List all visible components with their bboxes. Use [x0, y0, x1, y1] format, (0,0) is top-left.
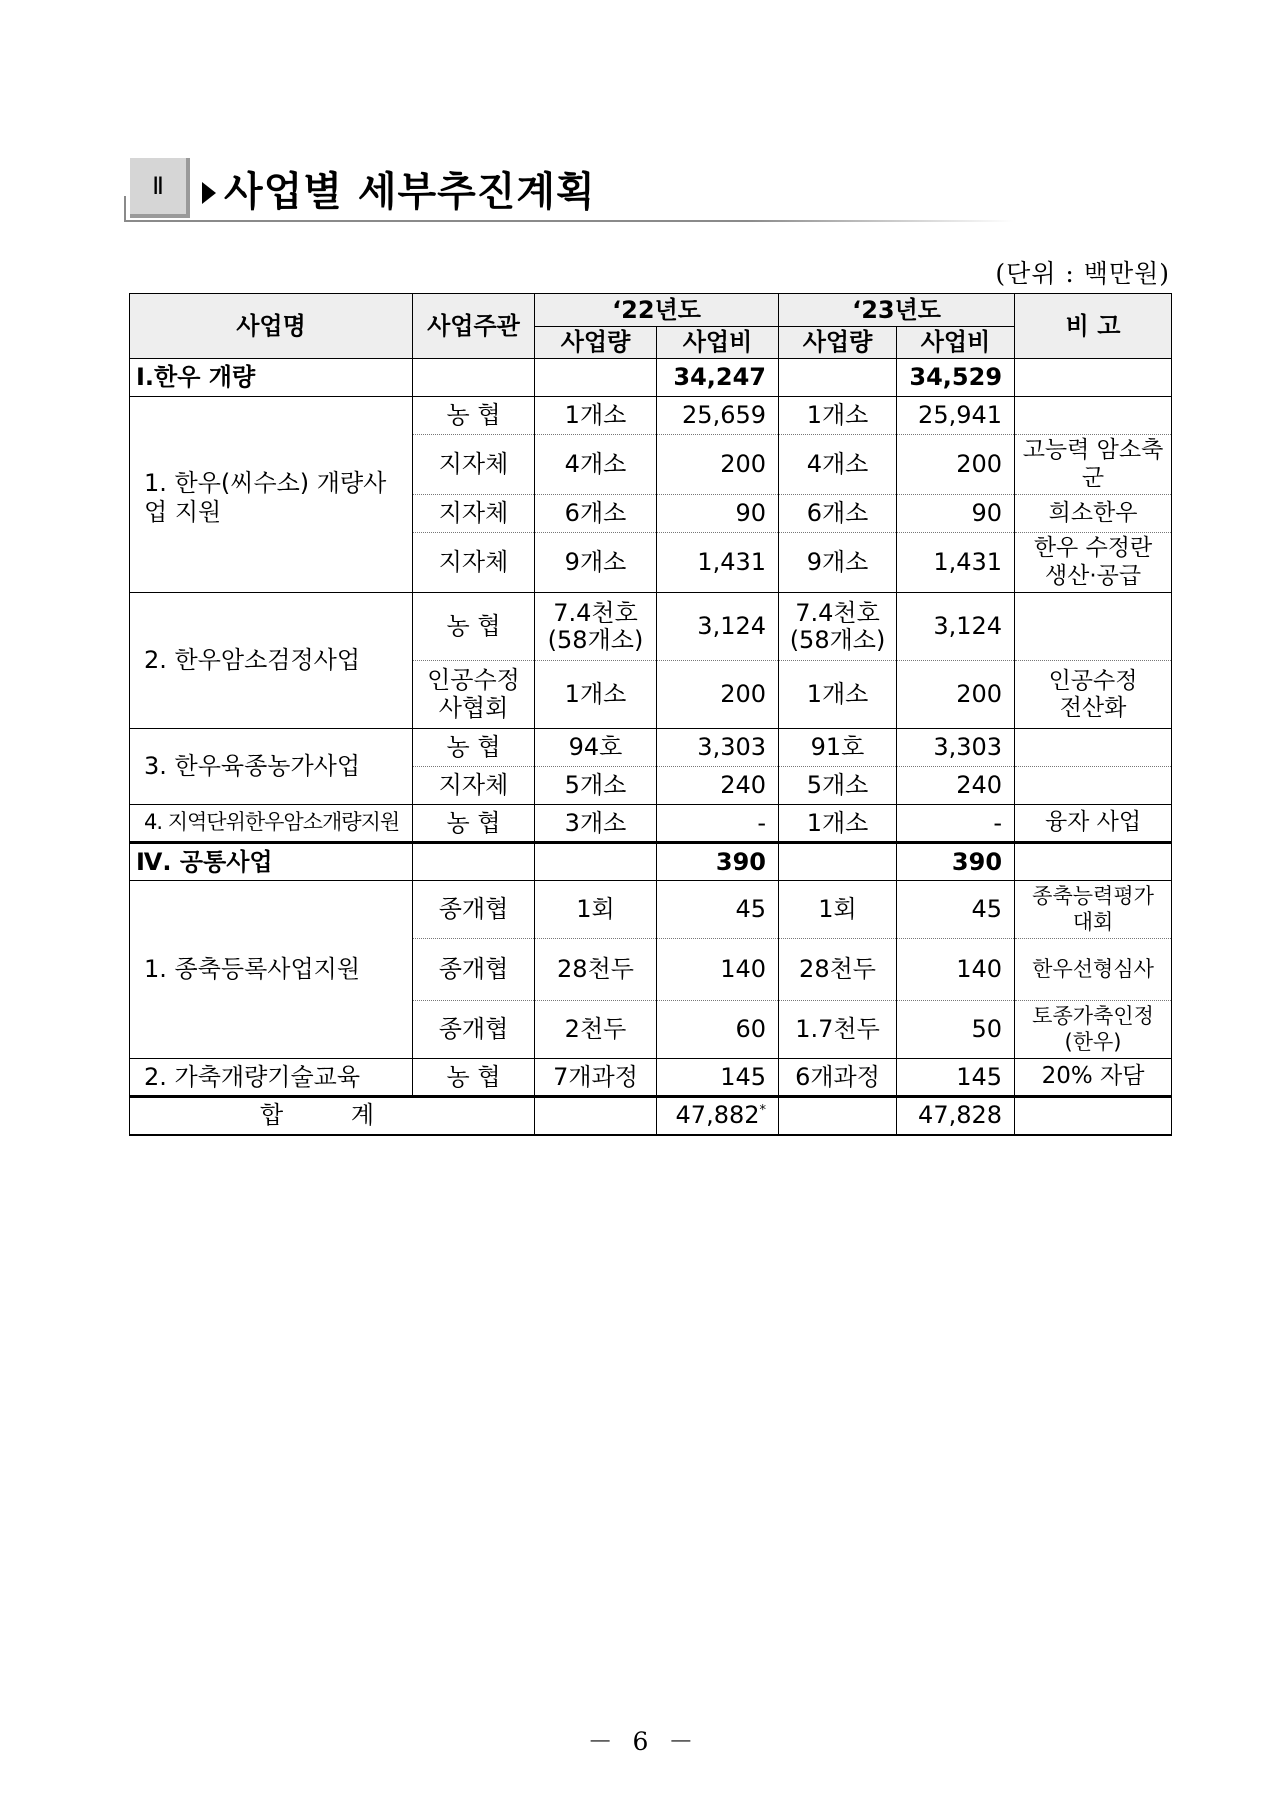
note-line-1: 인공수정 [1048, 668, 1138, 695]
header-qty22: 사업량 [535, 327, 657, 359]
table-row [130, 881, 1172, 939]
item-name: 4. 지역단위한우암소개량지원 [130, 805, 413, 843]
header-y23: ‘23년도 [779, 294, 1015, 327]
qty23-cell: 9개소 [779, 533, 897, 593]
item-name: 2. 한우암소검정사업 [130, 593, 413, 729]
item-name: 1. 한우(씨수소) 개량사업 지원 [130, 397, 413, 593]
note-cell: 20% 자담 [1015, 1059, 1172, 1097]
cost23-cell: 3,124 [897, 593, 1015, 661]
org-cell: 종개협 [413, 939, 535, 1001]
org-cell: 농 협 [413, 729, 535, 767]
qty23-line-1: 7.4천호 [795, 599, 880, 628]
qty23-cell: 6개과정 [779, 1059, 897, 1097]
cost22-cell: 60 [657, 1001, 779, 1059]
org-cell [413, 661, 535, 729]
qty22-cell: 1개소 [535, 661, 657, 729]
section-heading [124, 152, 1014, 224]
cost23-cell: 200 [897, 435, 1015, 495]
qty23-cell: 91호 [779, 729, 897, 767]
total-cost23: 47,828 [897, 1097, 1015, 1135]
header-note: 비 고 [1015, 294, 1172, 359]
total-cost22-value: 47,882 [675, 1101, 760, 1130]
cost22-cell: 45 [657, 881, 779, 939]
qty22-cell: 1회 [535, 881, 657, 939]
note-cell [1015, 767, 1172, 805]
cost22-cell: 140 [657, 939, 779, 1001]
cost22-cell: 200 [657, 661, 779, 729]
note-cell [1015, 593, 1172, 661]
qty23-line-2: (58개소) [789, 625, 886, 654]
org-cell: 농 협 [413, 397, 535, 435]
table-row [130, 805, 1172, 843]
org-cell: 농 협 [413, 1059, 535, 1097]
qty23-cell: 1.7천두 [779, 1001, 897, 1059]
qty22-cell: 5개소 [535, 767, 657, 805]
qty23-cell: 1개소 [779, 397, 897, 435]
page-number: － 6 － [587, 1727, 700, 1756]
cost23-cell: 45 [897, 881, 1015, 939]
qty23-cell [779, 593, 897, 661]
header-row-1 [130, 294, 1172, 327]
note-cell: 융자 사업 [1015, 805, 1172, 843]
heading-underline [124, 220, 1014, 222]
header-name: 사업명 [130, 294, 413, 359]
qty22-cell: 6개소 [535, 495, 657, 533]
note-line-2: 전산화 [1059, 694, 1127, 721]
org-cell: 종개협 [413, 881, 535, 939]
group-title: Ⅳ. 공통사업 [130, 843, 413, 881]
note-cell: 종축능력평가 대회 [1015, 881, 1172, 939]
total-cost22-mark: * [759, 1103, 767, 1119]
heading-left-rule [124, 196, 126, 222]
qty22-cell: 9개소 [535, 533, 657, 593]
cost22-cell: 1,431 [657, 533, 779, 593]
qty22-cell: 28천두 [535, 939, 657, 1001]
note-cell [1015, 729, 1172, 767]
section-title: 사업별 세부추진계획 [224, 169, 596, 215]
cost23-cell: - [897, 805, 1015, 843]
cost23-cell: 140 [897, 939, 1015, 1001]
table-row [130, 1059, 1172, 1097]
org-cell: 농 협 [413, 805, 535, 843]
note-cell: 토종가축인정 (한우) [1015, 1001, 1172, 1059]
cost23-cell: 1,431 [897, 533, 1015, 593]
group-cost23: 390 [897, 843, 1015, 881]
group-cost23: 34,529 [897, 359, 1015, 397]
section-number-box [130, 158, 190, 218]
qty22-line-1: 7.4천호 [553, 599, 638, 628]
item-name: 3. 한우육종농가사업 [130, 729, 413, 805]
unit-note: (단위 : 백만원) [995, 259, 1170, 288]
org-cell: 종개협 [413, 1001, 535, 1059]
item-name: 2. 가축개량기술교육 [130, 1059, 413, 1097]
section-number: Ⅱ [152, 172, 164, 200]
cost23-cell: 200 [897, 661, 1015, 729]
qty22-cell: 2천두 [535, 1001, 657, 1059]
qty23-cell: 28천두 [779, 939, 897, 1001]
note-cell [1015, 661, 1172, 729]
cost22-cell: 145 [657, 1059, 779, 1097]
qty23-cell: 4개소 [779, 435, 897, 495]
cost23-cell: 50 [897, 1001, 1015, 1059]
org-cell: 지자체 [413, 435, 535, 495]
cost22-cell: 3,124 [657, 593, 779, 661]
qty23-cell: 5개소 [779, 767, 897, 805]
note-cell: 한우 수정란 생산·공급 [1015, 533, 1172, 593]
cost23-cell: 145 [897, 1059, 1015, 1097]
org-cell: 농 협 [413, 593, 535, 661]
header-cost23: 사업비 [897, 327, 1015, 359]
qty23-cell: 1회 [779, 881, 897, 939]
table-row [130, 729, 1172, 767]
group-row [130, 359, 1172, 397]
org-cell: 지자체 [413, 533, 535, 593]
group-cost22: 390 [657, 843, 779, 881]
table-row [130, 593, 1172, 661]
total-label: 합 계 [130, 1097, 535, 1135]
item-name: 1. 종축등록사업지원 [130, 881, 413, 1059]
cost22-cell: 3,303 [657, 729, 779, 767]
note-cell: 고능력 암소축군 [1015, 435, 1172, 495]
group-cost22: 34,247 [657, 359, 779, 397]
note-cell: 한우선형심사 [1015, 939, 1172, 1001]
qty23-cell: 1개소 [779, 805, 897, 843]
org-cell: 지자체 [413, 495, 535, 533]
qty22-cell: 7개과정 [535, 1059, 657, 1097]
note-cell [1015, 397, 1172, 435]
qty22-cell: 3개소 [535, 805, 657, 843]
cost22-cell: - [657, 805, 779, 843]
cost23-cell: 240 [897, 767, 1015, 805]
org-line-2: 사협회 [438, 693, 509, 722]
cost23-cell: 90 [897, 495, 1015, 533]
total-row [130, 1097, 1172, 1135]
header-cost22: 사업비 [657, 327, 779, 359]
qty22-cell: 94호 [535, 729, 657, 767]
qty22-cell: 4개소 [535, 435, 657, 495]
qty22-cell [535, 593, 657, 661]
cost22-cell: 200 [657, 435, 779, 495]
group-row [130, 843, 1172, 881]
note-cell: 희소한우 [1015, 495, 1172, 533]
org-line-1: 인공수정 [427, 665, 520, 694]
total-cost22 [657, 1097, 779, 1135]
qty22-cell: 1개소 [535, 397, 657, 435]
header-y22: ‘22년도 [535, 294, 779, 327]
qty23-cell: 6개소 [779, 495, 897, 533]
cost22-cell: 25,659 [657, 397, 779, 435]
cost23-cell: 25,941 [897, 397, 1015, 435]
cost22-cell: 90 [657, 495, 779, 533]
table-row [130, 397, 1172, 435]
header-qty23: 사업량 [779, 327, 897, 359]
cost22-cell: 240 [657, 767, 779, 805]
cost23-cell: 3,303 [897, 729, 1015, 767]
org-cell: 지자체 [413, 767, 535, 805]
qty22-line-2: (58개소) [547, 625, 644, 654]
business-plan-table [129, 293, 1172, 1136]
qty23-cell: 1개소 [779, 661, 897, 729]
arrow-right-icon [202, 182, 216, 204]
group-title: Ⅰ.한우 개량 [130, 359, 413, 397]
header-org: 사업주관 [413, 294, 535, 359]
